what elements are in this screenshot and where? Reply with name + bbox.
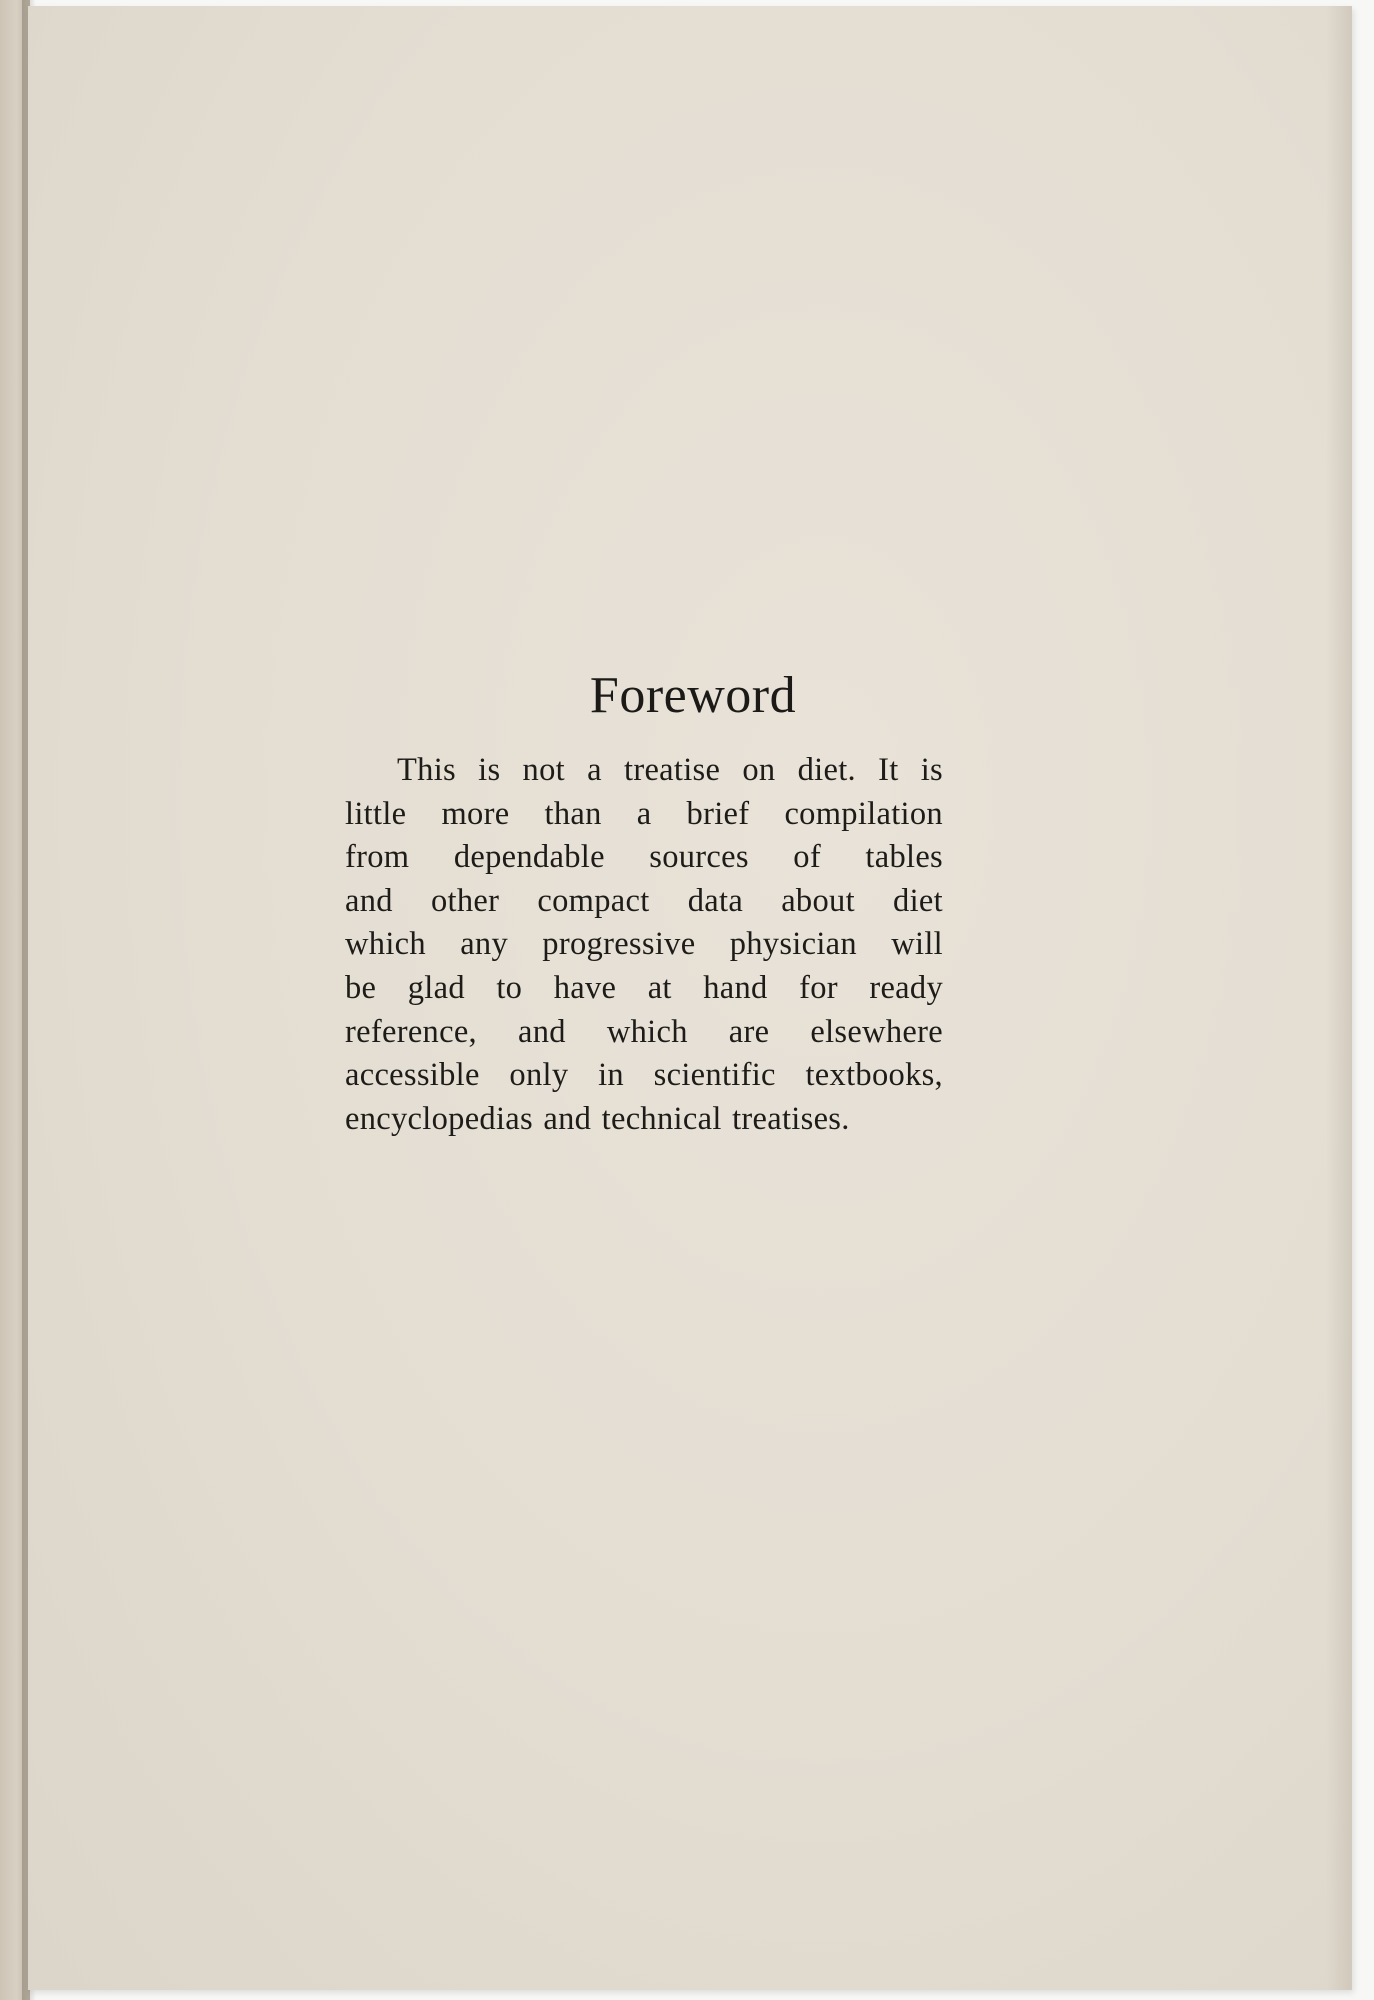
paragraph-line: reference, and which are elsewhere — [345, 1013, 943, 1050]
paragraph-line: from dependable sources of tables — [345, 839, 943, 876]
paragraph-line: be glad to have at hand for ready — [345, 969, 943, 1006]
paragraph-line: little more than a brief compilation — [345, 795, 943, 832]
page-heading: Foreword — [589, 667, 797, 724]
paragraph-line: This is not a treatise on diet. It is — [397, 752, 943, 788]
paragraph-line: encyclopedias and technical treatises. — [345, 1100, 850, 1137]
page-edge-shading — [1326, 6, 1350, 1990]
paragraph-line: which any progressive physician will — [345, 926, 943, 963]
paragraph-line: accessible only in scientific textbooks, — [345, 1057, 943, 1094]
foreword-paragraph — [345, 749, 943, 1141]
paragraph-line: and other compact data about diet — [345, 882, 943, 919]
book-page — [28, 6, 1352, 1990]
